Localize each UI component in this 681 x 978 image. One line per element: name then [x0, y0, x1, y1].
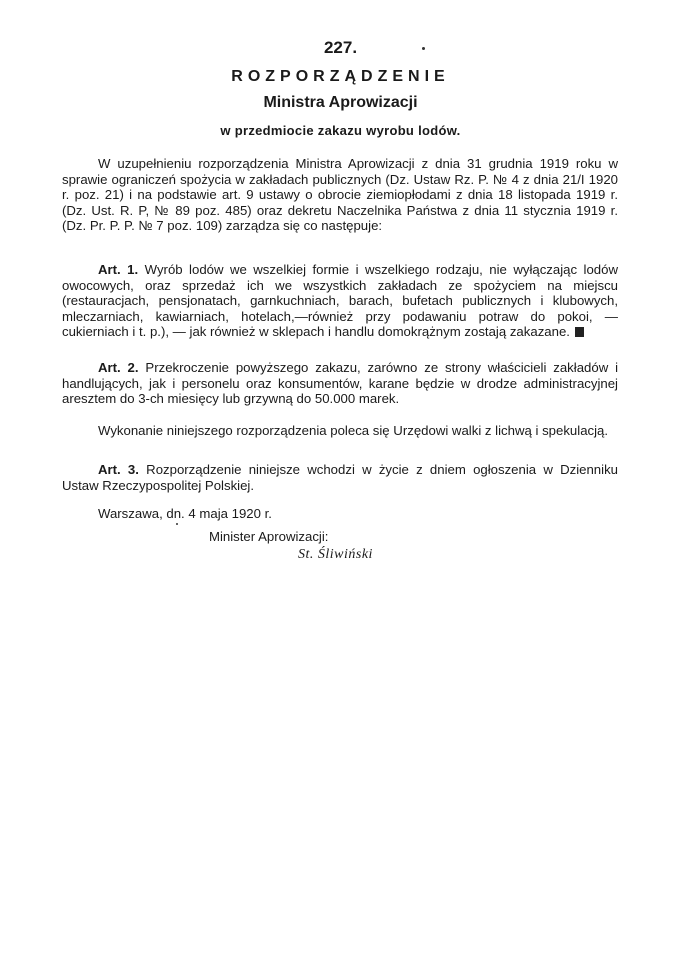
preamble-paragraph — [62, 156, 618, 234]
article-1 — [62, 262, 618, 340]
minister-title: Minister Aprowizacji: — [209, 529, 329, 544]
place-and-date: Warszawa, dn. 4 maja 1920 r. — [98, 506, 272, 521]
execution-clause — [62, 423, 618, 439]
article-3-paragraph — [62, 462, 618, 493]
article-3-text: Rozporządzenie niniejsze wchodzi w życie z dniem ogłoszenia w Dzienniku Ustaw Rzeczypospolitej Polskiej. — [62, 462, 618, 493]
print-speck — [176, 523, 178, 525]
issuing-authority: Ministra Aprowizacji — [263, 94, 418, 111]
execution-text: Wykonanie niniejszego rozporządzenia poleca się Urzędowi walki z lichwą i spekulacją. — [98, 423, 609, 438]
document-title: ROZPORZĄDZENIE — [231, 68, 450, 85]
article-1-paragraph — [62, 262, 618, 340]
article-1-text: Wyrób lodów we wszelkiej formie i wszelkiego rodzaju, nie wyłączając lodów owocowych, oraz sprzedaż ich we wszystkich zakładach ze spożyciem na miejscu (restauracjach, pensjonatach, garnkuchniach, barach, bufetach publicznych i klubowych, mleczarniach, kawiarniach, hotelach,—również przy podawaniu potraw do pokoi, — cukierniach i t. p.), — jak również w sklepach i handlu domokrążnym zostają zakazane. — [62, 262, 618, 340]
article-2-paragraph — [62, 360, 618, 407]
preamble-text: W uzupełnieniu rozporządzenia Ministra Aprowizacji z dnia 31 grudnia 1919 roku w sprawie ograniczeń spożycia w zakładach publicznych (Dz. Ustaw Rz. P. № 4 z dnia 21/I 1920 r. poz. 21) i na podstawie art. 9 ustawy o obrocie ziemiopłodami z dnia 18 listopada 1919 r. (Dz. Ust. R. P, № 89 poz. 485) oraz dekretu Naczelnika Państwa z dnia 11 stycznia 1919 r. (Dz. Pr. P. P. № 7 poz. 109) zarządza się co następuje: — [62, 156, 618, 234]
article-2-text: Przekroczenie powyższego zakazu, zarówno ze strony właścicieli zakładów i handlujących, jak i personelu oraz konsumentów, karane będzie w drodze administracyjnej aresztem do 3-ch miesięcy lub grzywną do 50.000 marek. — [62, 360, 618, 407]
article-3-label: Art. 3. — [98, 462, 139, 477]
ink-blot-mark — [575, 327, 584, 337]
article-3 — [62, 462, 618, 493]
article-2 — [62, 360, 618, 407]
article-2-label: Art. 2. — [98, 360, 139, 375]
document-subject: w przedmiocie zakazu wyrobu lodów. — [220, 123, 461, 138]
article-1-label: Art. 1. — [98, 262, 139, 277]
signature: St. Śliwiński — [298, 547, 373, 562]
page-number: 227. — [323, 38, 358, 57]
print-speck — [422, 47, 425, 50]
